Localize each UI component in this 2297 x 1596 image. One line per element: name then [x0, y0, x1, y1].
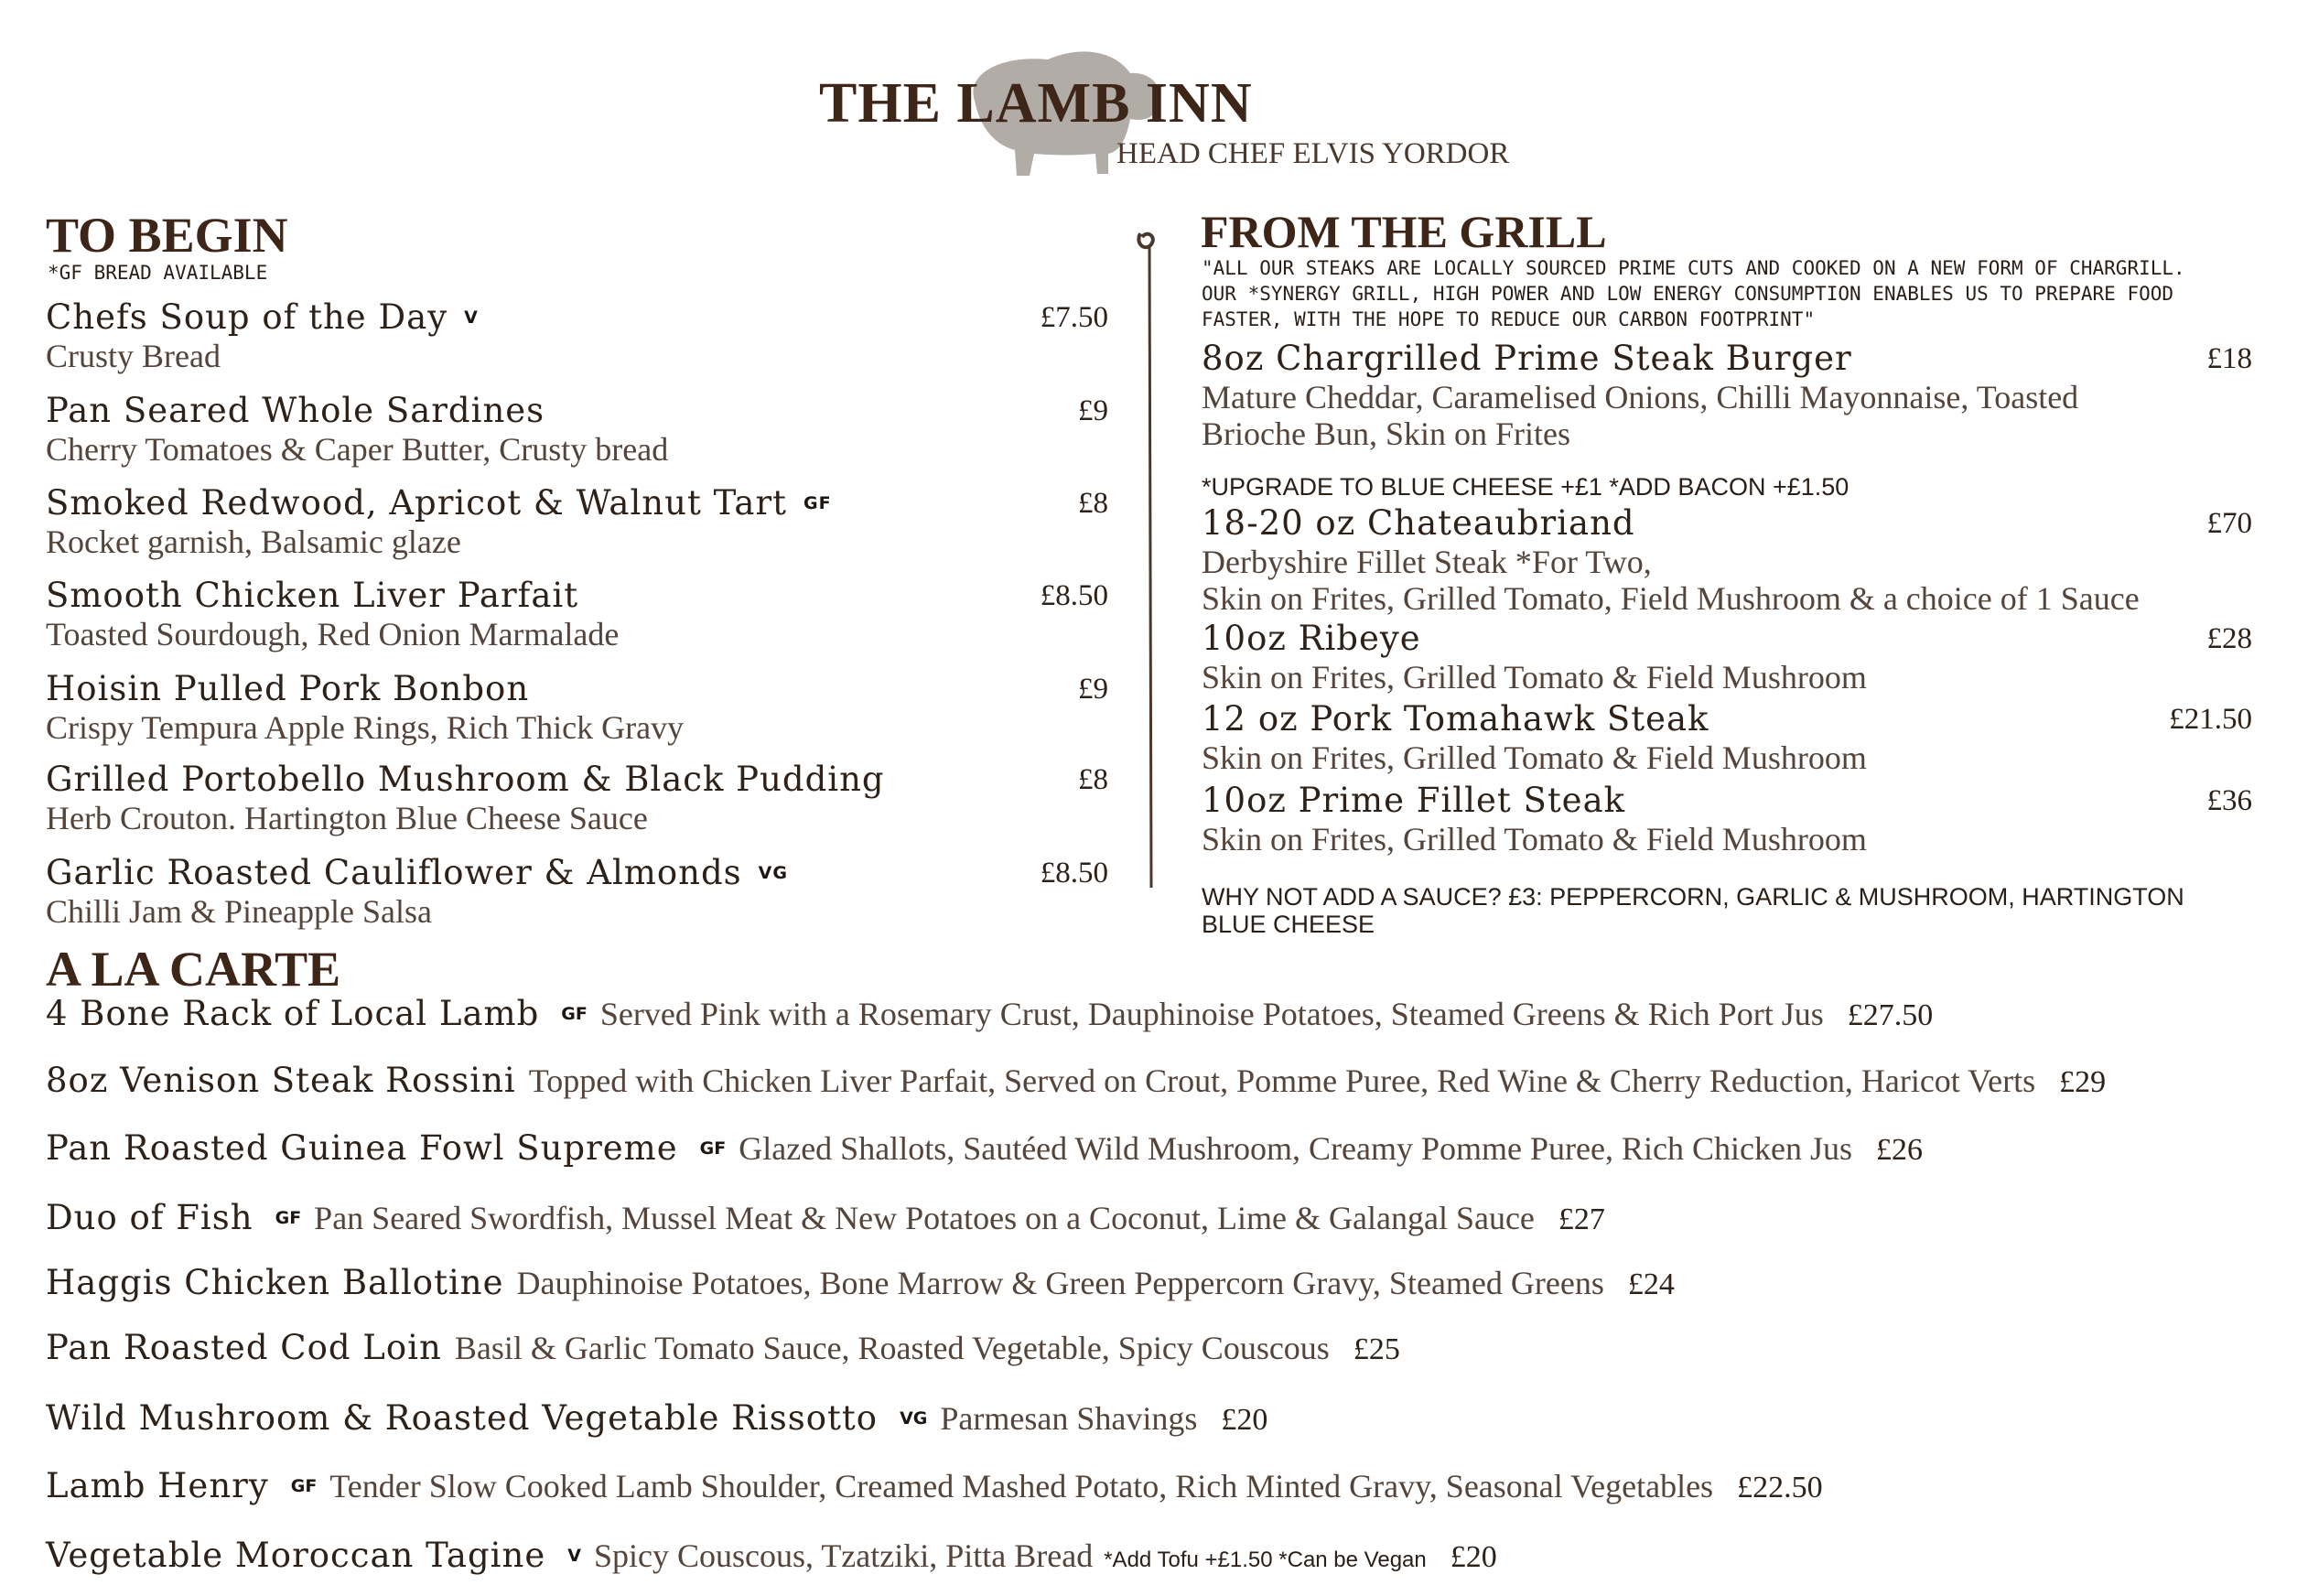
a-la-carte-heading: A LA CARTE	[46, 942, 341, 997]
dish-price: £36	[2206, 784, 2252, 817]
dish-name: Duo of Fish	[46, 1198, 253, 1237]
dish-price: £28	[2206, 622, 2252, 655]
to-begin-item	[46, 391, 1107, 468]
grill-intro-line: "ALL OUR STEAKS ARE LOCALLY SOURCED PRIME CUTS AND COOKED ON A NEW FORM OF CHARGRILL.	[1202, 257, 2185, 279]
dish-price: £18	[2206, 342, 2252, 375]
to-begin-item	[46, 760, 1107, 836]
dietary-tag: VG	[900, 1408, 928, 1429]
dish-description: Toasted Sourdough, Red Onion Marmalade	[46, 616, 620, 652]
dish-price: £22.50	[1737, 1471, 1823, 1504]
dish-description: Spicy Couscous, Tzatziki, Pitta Bread	[593, 1537, 1094, 1574]
dietary-tag: GF	[699, 1138, 727, 1159]
dish-name	[46, 576, 1107, 616]
dish-price: £27.50	[1847, 998, 1934, 1032]
dish-description: Chilli Jam & Pineapple Salsa	[46, 893, 432, 930]
dish-name-text: Pan Seared Whole Sardines	[46, 391, 545, 430]
to-begin-item	[46, 297, 1107, 374]
dish-description: Skin on Frites, Grilled Tomato & Field Mushroom	[1202, 739, 1867, 776]
grill-item	[1202, 619, 2252, 696]
dish-name	[46, 760, 1107, 800]
dish-price: £24	[1627, 1267, 1675, 1301]
dish-name	[46, 391, 1107, 431]
dish-description: Cherry Tomatoes & Caper Butter, Crusty bread	[46, 431, 669, 468]
grill-intro-line: FASTER, WITH THE HOPE TO REDUCE OUR CARBON FOOTPRINT"	[1202, 308, 1816, 330]
dish-name-text: Grilled Portobello Mushroom & Black Pudding	[46, 760, 885, 799]
dish-description: Skin on Frites, Grilled Tomato & Field Mushroom	[1202, 821, 1867, 857]
dish-price: £27	[1558, 1202, 1605, 1236]
a-la-carte-item	[46, 1260, 1675, 1312]
gf-bread-note: *GF BREAD AVAILABLE	[48, 262, 268, 284]
upgrade-note: *UPGRADE TO BLUE CHEESE +£1 *ADD BACON +£1.50	[1202, 473, 1849, 501]
dish-name: 4 Bone Rack of Local Lamb	[46, 994, 540, 1033]
grill-intro-line: OUR *SYNERGY GRILL, HIGH POWER AND LOW ENERGY CONSUMPTION ENABLES US TO PREPARE FOOD	[1202, 283, 2174, 305]
dish-name: 18-20 oz Chateaubriand	[1202, 503, 1635, 543]
dish-price: £9	[1078, 673, 1108, 706]
dish-name: 10oz Prime Fillet Steak	[1202, 781, 1626, 820]
dish-name: Wild Mushroom & Roasted Vegetable Rissotto	[46, 1398, 879, 1438]
a-la-carte-item	[46, 1058, 2106, 1110]
dietary-tag: VG	[758, 863, 788, 883]
a-la-carte-item	[46, 1533, 1497, 1585]
dish-price: £9	[1078, 394, 1108, 427]
dish-description: Pan Seared Swordfish, Mussel Meat & New Potatoes on a Coconut, Lime & Galangal Sauce	[314, 1200, 1535, 1236]
a-la-carte-item	[46, 991, 1933, 1043]
dish-name: 8oz Venison Steak Rossini	[46, 1061, 516, 1100]
to-begin-item	[46, 483, 1107, 560]
dish-price: £8	[1078, 763, 1108, 796]
dietary-tag: V	[567, 1546, 581, 1566]
dish-name-text: Chefs Soup of the Day	[46, 297, 448, 337]
a-la-carte-item	[46, 1325, 1400, 1377]
dish-description: Crispy Tempura Apple Rings, Rich Thick Gravy	[46, 709, 685, 746]
dish-name-text: Smooth Chicken Liver Parfait	[46, 576, 579, 615]
grill-item	[1202, 781, 2252, 857]
to-begin-item	[46, 576, 1107, 652]
a-la-carte-item	[46, 1463, 1823, 1515]
dish-name: 8oz Chargrilled Prime Steak Burger	[1202, 339, 1852, 378]
dish-note: *Add Tofu +£1.50 *Can be Vegan	[1104, 1547, 1427, 1572]
dish-name: Vegetable Moroccan Tagine	[46, 1536, 546, 1575]
dietary-tag: GF	[275, 1208, 302, 1228]
dish-description: Glazed Shallots, Sautéed Wild Mushroom, Creamy Pomme Puree, Rich Chicken Jus	[739, 1130, 1852, 1167]
dish-price: £29	[2059, 1065, 2107, 1099]
grill-item-chateaubriand	[1202, 503, 2252, 617]
dish-name-text: Hoisin Pulled Pork Bonbon	[46, 669, 530, 708]
dish-description: Tender Slow Cooked Lamb Shoulder, Creamed Mashed Potato, Rich Minted Gravy, Seasonal Vegetables	[329, 1468, 1714, 1504]
dish-description: Topped with Chicken Liver Parfait, Served on Crout, Pomme Puree, Red Wine & Cherry Reduction, Haricot Verts	[528, 1062, 2036, 1099]
sauce-note: WHY NOT ADD A SAUCE? £3: PEPPERCORN, GARLIC & MUSHROOM, HARTINGTON BLUE CHEESE	[1202, 883, 2184, 938]
dish-description: Mature Cheddar, Caramelised Onions, Chilli Mayonnaise, Toasted Brioche Bun, Skin on Frites	[1202, 379, 2079, 452]
a-la-carte-item	[46, 1195, 1605, 1247]
dish-name: Pan Roasted Guinea Fowl Supreme	[46, 1128, 678, 1168]
dish-description: Dauphinoise Potatoes, Bone Marrow & Green Peppercorn Gravy, Steamed Greens	[516, 1265, 1604, 1301]
restaurant-name: THE LAMB INN	[819, 72, 1253, 135]
dish-name: Lamb Henry	[46, 1466, 269, 1505]
dish-price: £20	[1221, 1403, 1268, 1437]
dish-name	[46, 483, 1107, 523]
dish-description: Crusty Bread	[46, 338, 221, 374]
dish-description: Parmesan Shavings	[940, 1400, 1198, 1437]
dish-price: £26	[1875, 1133, 1923, 1167]
dish-name: Pan Roasted Cod Loin	[46, 1328, 442, 1367]
dish-description: Derbyshire Fillet Steak *For Two,	[1202, 544, 1652, 580]
dish-name: 10oz Ribeye	[1202, 619, 1421, 658]
grill-intro	[1202, 255, 2185, 332]
to-begin-item	[46, 669, 1107, 746]
a-la-carte-item	[46, 1396, 1267, 1448]
dish-description: Herb Crouton. Hartington Blue Cheese Sauce	[46, 800, 648, 836]
a-la-carte-item	[46, 1126, 1923, 1178]
grill-item-burger	[1202, 339, 2252, 452]
to-begin-heading: TO BEGIN	[46, 208, 288, 263]
grill-item	[1202, 699, 2252, 776]
dish-price: £8	[1078, 487, 1108, 520]
dish-name: 12 oz Pork Tomahawk Steak	[1202, 699, 1709, 739]
dish-name	[46, 297, 1107, 338]
dish-name: Haggis Chicken Ballotine	[46, 1263, 504, 1302]
dish-price: £20	[1450, 1540, 1497, 1574]
dietary-tag: GF	[290, 1476, 318, 1496]
dish-name	[46, 669, 1107, 709]
dish-description: Skin on Frites, Grilled Tomato, Field Mushroom & a choice of 1 Sauce	[1202, 580, 2140, 617]
dish-price: £7.50	[1040, 301, 1108, 334]
to-begin-item	[46, 853, 1107, 930]
dish-description: Served Pink with a Rosemary Crust, Dauphinoise Potatoes, Steamed Greens & Rich Port Jus	[599, 996, 1824, 1032]
grill-heading: FROM THE GRILL	[1201, 206, 1607, 257]
dish-description: Skin on Frites, Grilled Tomato & Field Mushroom	[1202, 659, 1867, 696]
dietary-tag: GF	[803, 493, 832, 513]
dish-price: £21.50	[2169, 703, 2252, 736]
dish-name-text: Garlic Roasted Cauliflower & Almonds	[46, 853, 742, 892]
dish-name	[46, 853, 1107, 893]
dish-price: £70	[2206, 507, 2252, 540]
dish-price: £8.50	[1040, 857, 1108, 890]
dietary-tag: V	[464, 307, 479, 328]
dish-description: Rocket garnish, Balsamic glaze	[46, 523, 461, 560]
dietary-tag: GF	[561, 1004, 588, 1024]
dish-price: £25	[1353, 1332, 1400, 1366]
head-chef-line: HEAD CHEF ELVIS YORDOR	[1116, 137, 1510, 170]
dish-description: Basil & Garlic Tomato Sauce, Roasted Vegetable, Spicy Couscous	[454, 1330, 1330, 1366]
dish-name-text: Smoked Redwood, Apricot & Walnut Tart	[46, 483, 788, 523]
section-divider	[1133, 224, 1160, 892]
dish-price: £8.50	[1040, 579, 1108, 612]
